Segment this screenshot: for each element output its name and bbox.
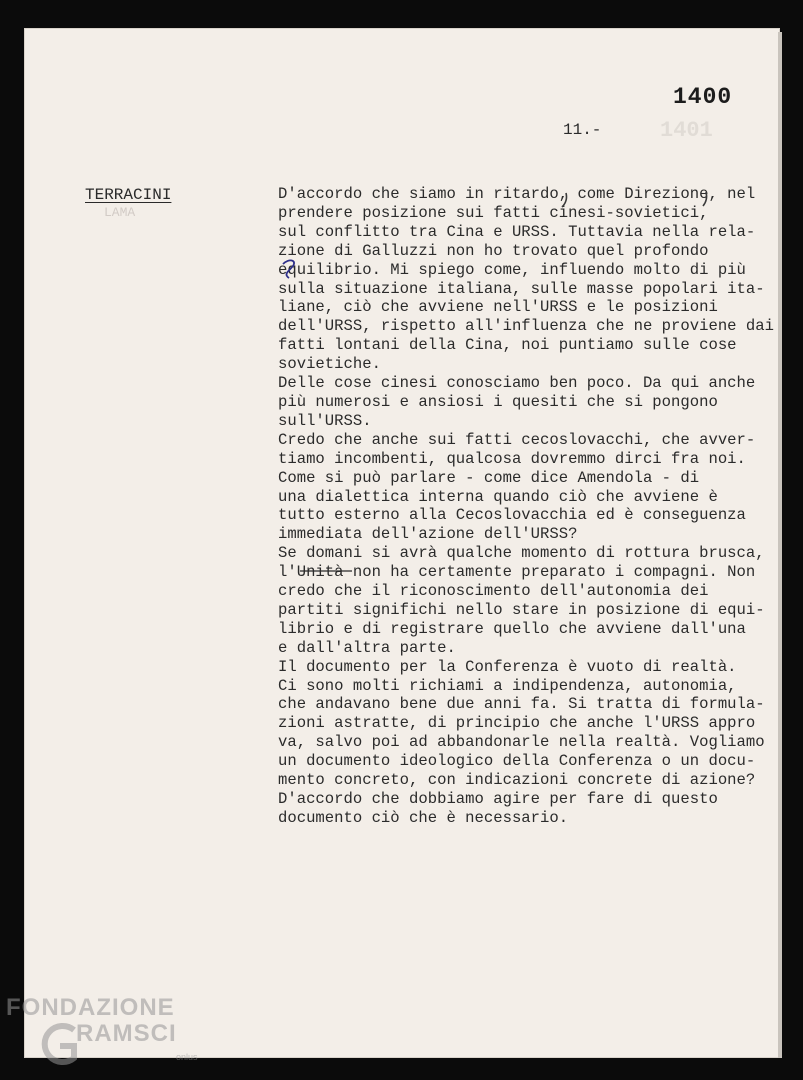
body-line: Credo che anche sui fatti cecoslovacchi, che avver- (278, 430, 756, 449)
body-line: equilibrio. Mi spiego come, influendo molto di più (278, 260, 746, 279)
body-line: librio e di registrare quello che avviene dall'una (278, 619, 746, 638)
body-line: sul conflitto tra Cina e URSS. Tuttavia nella rela- (278, 222, 756, 241)
body-line: l'Unità non ha certamente preparato i compagni. Non (278, 563, 756, 582)
speaker-show-through: LAMA (104, 205, 136, 220)
body-line: un documento ideologico della Conferenza o un docu- (278, 752, 756, 771)
body-line: Delle cose cinesi conosciamo ben poco. Da qui anche (278, 374, 756, 393)
body-line: zione di Galluzzi non ho trovato quel profondo (278, 241, 709, 260)
body-line: immediata dell'azione dell'URSS? (278, 525, 578, 544)
speaker-name: TERRACINI (85, 186, 172, 204)
body-line: va, salvo poi ad abbandonarle nella realtà. Vogliamo (278, 733, 765, 752)
body-line: più numerosi e ansiosi i quesiti che si pongono (278, 392, 718, 411)
speech-body (278, 185, 778, 828)
fondazione-gramsci-watermark (6, 994, 206, 1074)
body-line: dell'URSS, rispetto all'influenza che ne proviene dai (278, 317, 774, 336)
body-line: zioni astratte, di principio che anche l'URSS appro (278, 714, 756, 733)
body-line: prendere posizione sui fatti cinesi-sovietici, (278, 203, 709, 222)
watermark-onlus: onlus (176, 1052, 198, 1062)
body-line: tiamo incombenti, qualcosa dovremmo dirci fra noi. (278, 449, 746, 468)
body-line: Il documento per la Conferenza è vuoto di realtà. (278, 657, 737, 676)
body-line: D'accordo che dobbiamo agire per fare di questo (278, 790, 718, 808)
body-line: Ci sono molti richiami a indipendenza, autonomia, (278, 676, 737, 695)
body-line: Se domani si avrà qualche momento di rottura brusca, (278, 544, 765, 563)
body-line: sull'URSS. (278, 411, 372, 430)
body-line: tutto esterno alla Cecoslovacchia ed è conseguenza (278, 506, 746, 525)
body-line: liane, ciò che avviene nell'URSS e le posizioni (278, 298, 718, 317)
page-number: 1400 (673, 84, 733, 110)
body-line: credo che il riconoscimento dell'autonomia dei (278, 582, 709, 601)
body-line: Come si può parlare - come dice Amendola - di (278, 468, 700, 487)
gramsci-g-logo-icon (36, 1016, 80, 1072)
body-line: documento ciò che è necessario. (278, 808, 569, 827)
body-line: che andavano bene due anni fa. Si tratta di formula- (278, 695, 765, 714)
section-number: 11.- (563, 121, 602, 139)
body-line: sovietiche. (278, 355, 381, 374)
body-line: D'accordo che siamo in ritardo, come Direzione, nel (278, 185, 756, 203)
body-line: sulla situazione italiana, sulle masse popolari ita- (278, 279, 765, 298)
show-through-number: 1401 (660, 118, 713, 143)
body-line: una dialettica interna quando ciò che avviene è (278, 487, 718, 506)
watermark-line2: RAMSCI (76, 1020, 177, 1047)
body-line: partiti significhi nello stare in posizione di equi- (278, 600, 765, 619)
watermark-line1: FONDAZIONE (6, 994, 175, 1021)
body-line: e dall'altra parte. (278, 638, 456, 657)
body-line: mento concreto, con indicazioni concrete di azione? (278, 771, 756, 790)
page-edge (778, 32, 782, 1058)
body-line: fatti lontani della Cina, noi puntiamo sulle cose (278, 336, 737, 355)
